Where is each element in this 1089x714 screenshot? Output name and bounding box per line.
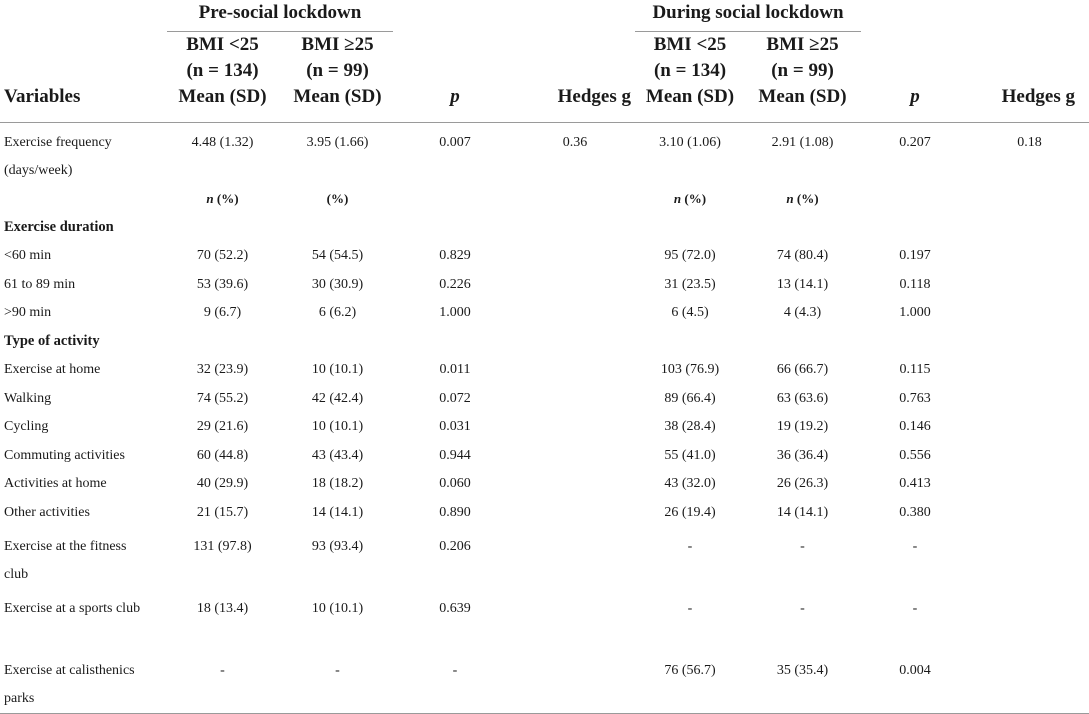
cell <box>970 271 1089 300</box>
cell: 4 (4.3) <box>783 305 822 321</box>
row-label: Walking <box>4 390 52 406</box>
cell: 60 (44.8) <box>196 447 249 463</box>
table-row <box>0 242 1089 271</box>
cell: 93 (93.4) <box>311 539 364 554</box>
cell: 54 (54.5) <box>311 248 364 264</box>
row-label: Exercise at calisthenics parks <box>4 663 135 706</box>
row-label: Cycling <box>4 419 49 435</box>
cell: n (%) <box>786 191 819 207</box>
row-label: Activities at home <box>4 476 107 492</box>
cell <box>635 214 745 243</box>
cell <box>280 214 395 243</box>
cell: 18 (13.4) <box>196 601 249 616</box>
cell <box>515 589 635 651</box>
table-row <box>0 470 1089 499</box>
table-row <box>0 271 1089 300</box>
cell: 0.413 <box>899 476 931 492</box>
table-row-exercise-frequency <box>0 123 1089 186</box>
cell: 63 (63.6) <box>776 390 829 406</box>
group-header-during: During social lockdown <box>635 0 860 32</box>
cell: 14 (14.1) <box>776 504 829 520</box>
cell <box>970 442 1089 471</box>
cell <box>515 470 635 499</box>
cell: 21 (15.7) <box>196 504 249 520</box>
cell: 14 (14.1) <box>311 504 364 520</box>
cell: 38 (28.4) <box>664 419 716 435</box>
cell: 6 (4.5) <box>671 305 709 321</box>
cell: - <box>687 539 693 554</box>
cell: 0.115 <box>899 362 931 378</box>
group-header-row <box>0 0 1089 32</box>
row-label: Exercise at the fitness club <box>4 539 127 582</box>
cell: 30 (30.9) <box>311 276 364 292</box>
cell: 4.48 (1.32) <box>191 135 254 150</box>
cell: 36 (36.4) <box>776 447 829 463</box>
cell: 0.18 <box>1017 135 1042 150</box>
section-header-row <box>0 328 1089 357</box>
cell <box>635 328 745 357</box>
cell <box>515 651 635 714</box>
cell: 10 (10.1) <box>311 601 364 616</box>
row-label: Exercise frequency (days/week) <box>4 135 112 178</box>
cell <box>515 499 635 528</box>
cell: 43 (43.4) <box>311 447 364 463</box>
cell: 0.944 <box>439 447 471 463</box>
cell: 13 (14.1) <box>776 276 829 292</box>
header-during-bmi-ge25: BMI ≥25 (n = 99) Mean (SD) <box>758 34 847 107</box>
table-row <box>0 413 1089 442</box>
cell <box>970 651 1089 714</box>
cell: 0.007 <box>439 135 471 150</box>
cell: - <box>687 601 693 616</box>
cell: 0.011 <box>439 362 471 378</box>
cell: n (%) <box>206 191 239 207</box>
cell: 43 (32.0) <box>664 476 716 492</box>
cell: - <box>800 601 805 616</box>
cell: 26 (26.3) <box>776 476 829 492</box>
row-label: Other activities <box>4 504 90 520</box>
cell <box>165 328 280 357</box>
cell: 74 (55.2) <box>196 390 249 406</box>
cell: 0.207 <box>899 135 931 150</box>
cell: 0.118 <box>899 276 931 292</box>
cell: 0.639 <box>439 601 471 616</box>
cell: 0.763 <box>899 390 931 406</box>
cell <box>860 328 970 357</box>
column-header-row <box>0 32 1089 123</box>
cell <box>970 214 1089 243</box>
cell: 0.072 <box>439 390 471 406</box>
cell: (%) <box>326 191 349 207</box>
cell <box>515 442 635 471</box>
cell <box>515 214 635 243</box>
cell <box>970 589 1089 651</box>
cell: - <box>220 663 225 678</box>
cell <box>970 413 1089 442</box>
cell <box>515 328 635 357</box>
cell: 42 (42.4) <box>311 390 364 406</box>
cell <box>970 527 1089 589</box>
section-title: Exercise duration <box>4 219 114 236</box>
cell: 1.000 <box>439 305 471 321</box>
header-during-hedges: Hedges g <box>1001 86 1075 107</box>
cell: 18 (18.2) <box>311 476 364 492</box>
table-row <box>0 651 1089 714</box>
group-header-pre: Pre-social lockdown <box>165 0 395 32</box>
row-label: >90 min <box>4 305 52 321</box>
cell <box>970 328 1089 357</box>
header-n134: (n = 134) <box>186 60 259 81</box>
cell: 29 (21.6) <box>196 419 249 435</box>
cell: 0.36 <box>562 135 588 150</box>
table-body <box>0 123 1089 714</box>
header-n99: (n = 99) <box>306 60 369 81</box>
table-row <box>0 589 1089 651</box>
header-variables: Variables <box>4 86 81 107</box>
cell <box>515 242 635 271</box>
cell <box>745 214 860 243</box>
cell: - <box>912 539 918 554</box>
section-header-row <box>0 214 1089 243</box>
table-row <box>0 385 1089 414</box>
cell: 3.95 (1.66) <box>306 135 369 150</box>
cell <box>970 470 1089 499</box>
row-label: <60 min <box>4 248 52 264</box>
cell <box>395 328 515 357</box>
cell: 95 (72.0) <box>664 248 716 264</box>
table-row <box>0 442 1089 471</box>
cell: 103 (76.9) <box>660 362 720 378</box>
table-row <box>0 299 1089 328</box>
cell: 10 (10.1) <box>311 362 364 378</box>
table-row <box>0 356 1089 385</box>
cell <box>280 328 395 357</box>
cell: 0.556 <box>899 447 931 463</box>
header-pre-bmi-ge25: BMI ≥25 (n = 99) Mean (SD) <box>280 32 395 123</box>
header-pre-bmi-lt25: BMI <25 (n = 134) Mean (SD) <box>165 32 280 123</box>
cell: 0.197 <box>899 248 931 264</box>
row-label: Commuting activities <box>4 447 125 463</box>
cell: 76 (56.7) <box>664 663 716 678</box>
cell <box>970 242 1089 271</box>
cell: 66 (66.7) <box>776 362 829 378</box>
cell <box>515 527 635 589</box>
cell: n (%) <box>673 191 707 207</box>
cell: 53 (39.6) <box>196 276 249 292</box>
cell: 1.000 <box>899 305 931 321</box>
cell <box>970 499 1089 528</box>
cell <box>970 356 1089 385</box>
cell: 35 (35.4) <box>776 663 829 678</box>
cell: 0.380 <box>899 504 931 520</box>
cell: 0.890 <box>439 504 471 520</box>
cell <box>165 214 280 243</box>
cell: 31 (23.5) <box>664 276 716 292</box>
cell: - <box>335 663 340 678</box>
cell: 6 (6.2) <box>318 305 357 321</box>
cell: 2.91 (1.08) <box>771 135 834 150</box>
cell: - <box>912 601 918 616</box>
cell <box>515 271 635 300</box>
cell: 131 (97.8) <box>193 539 252 554</box>
table-row <box>0 527 1089 589</box>
cell: 70 (52.2) <box>196 248 249 264</box>
cell <box>395 214 515 243</box>
cell: 0.031 <box>439 419 471 435</box>
cell: 0.146 <box>899 419 931 435</box>
section-title: Type of activity <box>4 333 100 350</box>
cell <box>515 356 635 385</box>
cell: 10 (10.1) <box>311 419 364 435</box>
cell <box>860 214 970 243</box>
cell: 0.206 <box>439 539 471 554</box>
cell <box>970 385 1089 414</box>
table-row-n-percent <box>0 185 1089 214</box>
cell: 26 (19.4) <box>664 504 716 520</box>
cell: 32 (23.9) <box>196 362 249 378</box>
cell: - <box>800 539 805 554</box>
cell: 55 (41.0) <box>664 447 716 463</box>
header-pre-hedges: Hedges g <box>557 86 631 107</box>
cell <box>515 413 635 442</box>
row-label: 61 to 89 min <box>4 276 76 292</box>
cell: 0.060 <box>439 476 471 492</box>
cell: 74 (80.4) <box>776 248 829 264</box>
cell: 9 (6.7) <box>203 305 242 321</box>
cell <box>515 299 635 328</box>
header-pre-p: p <box>450 86 460 107</box>
header-during-bmi-lt25: BMI <25 (n = 134) Mean (SD) <box>645 34 735 107</box>
row-label: Exercise at home <box>4 362 101 378</box>
cell: 40 (29.9) <box>196 476 249 492</box>
cell: 0.829 <box>439 248 471 264</box>
cell <box>745 328 860 357</box>
cell <box>515 385 635 414</box>
cell: 0.226 <box>439 276 471 292</box>
cell: - <box>452 663 458 678</box>
table-row <box>0 499 1089 528</box>
cell <box>970 299 1089 328</box>
cell: 89 (66.4) <box>664 390 716 406</box>
cell: 3.10 (1.06) <box>659 135 721 150</box>
cell: 0.004 <box>899 663 931 678</box>
row-label: Exercise at a sports club <box>4 601 141 616</box>
cell: 19 (19.2) <box>776 419 829 435</box>
header-during-p: p <box>910 86 920 107</box>
